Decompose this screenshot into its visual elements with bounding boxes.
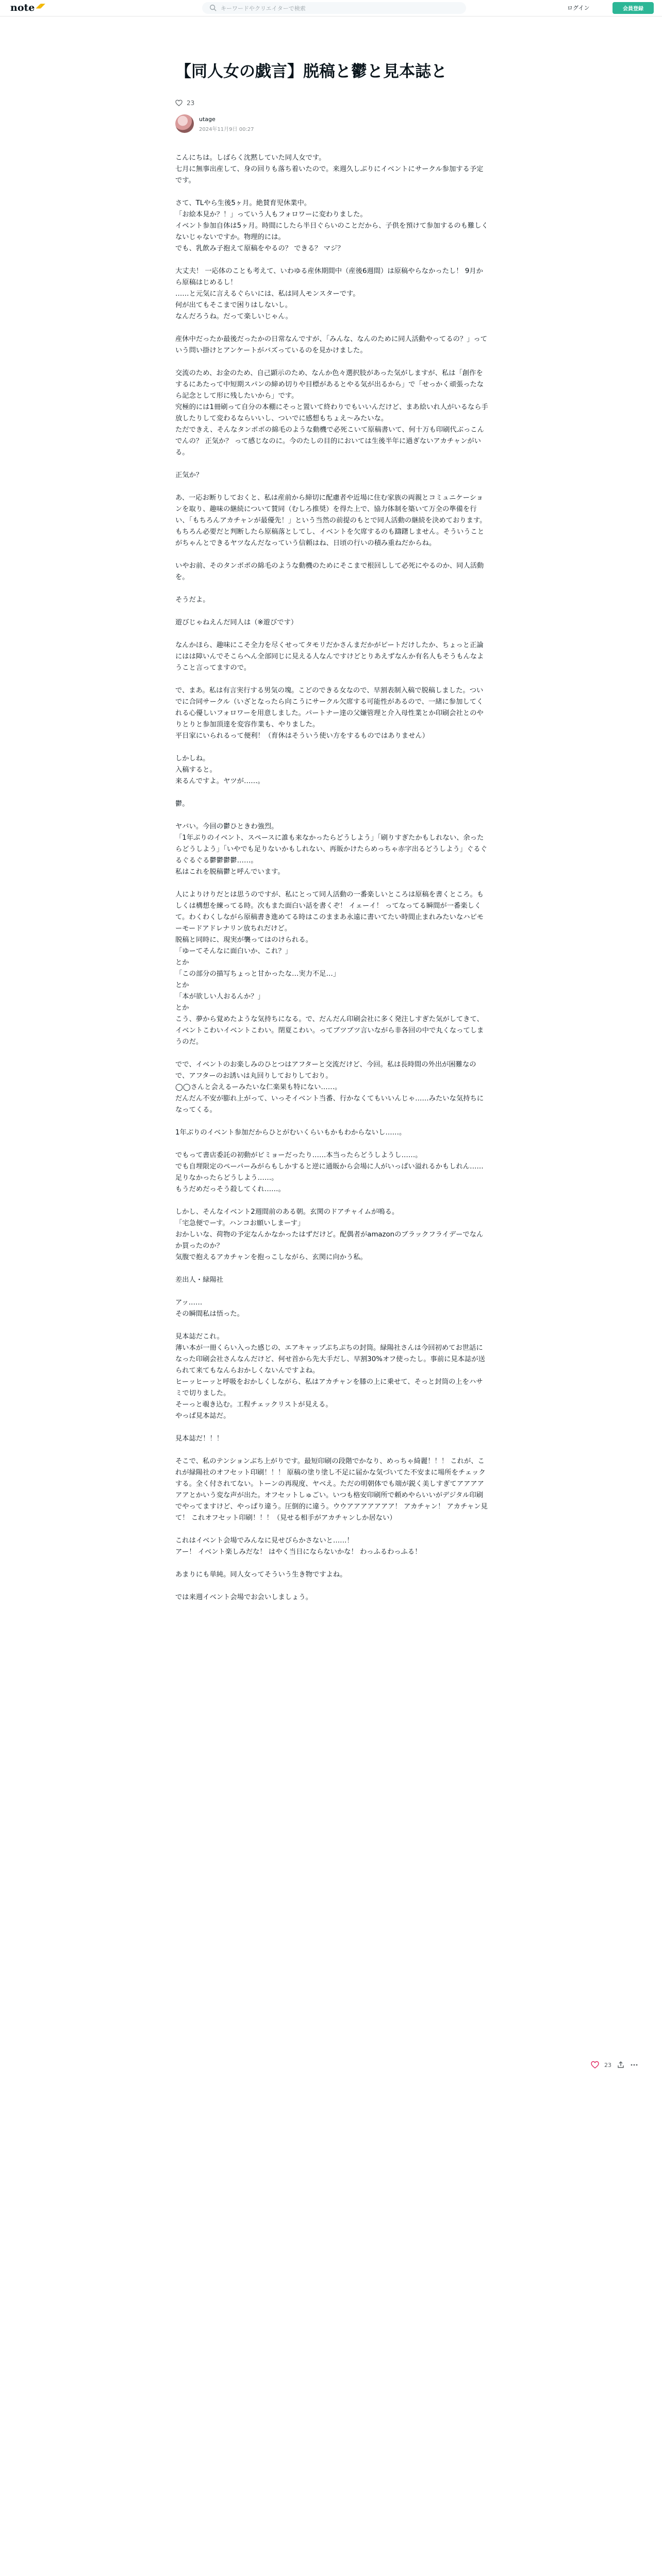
paragraph: では来週イベント会場でお会いしましょう。	[175, 1594, 312, 1601]
paragraph: そうだよ。	[175, 596, 210, 604]
paragraph: これはイベント会場でみんなに見せびらかさないと……！ アー！ イベント楽しみだな！ はやく当日にならないかな！ わっふるわっふる！	[175, 1537, 422, 1556]
paragraph: しかしね。 入稿すると。 来るんですよ。ヤツが……。	[175, 755, 264, 785]
paragraph: でで、イベントのお楽しみのひとつはアフターと交流だけど、今回。私は長時間の外出が困難なので、アフターのお誘いは丸回りしておりしており。 ◯◯さんと会えるーみたいな仁楽果も特にない……。 だんだん不安が膨れ上がって、いっそイベント当番、行かなくてもいいんじゃ……みたいな気持ちになってくる。	[175, 1061, 484, 1114]
paragraph: で、まあ。私は有言実行する男気の塊。こどのできる女なので、早割表制入稿で脱稿しました。ついでに合同サークル（いざとなったら向こうにサークル欠席する可能性があるので、一緒に参加してくれる心優しいフォロワーを用意しました。パートナー達の父嫌管理と介入母性業とか印刷会社とのやりとりと参加頂達を変容作業も、やりました。 平日家にいられるって便利！（育休はそういう使い方をするものではありません）	[175, 687, 484, 740]
paragraph: 人によりけりだとは思うのですが、私にとって同人活動の一番楽しいところは原稿を書くところ。もしくは構想を練ってる時。次もまた面白い話を書くぞ！ イェーイ！ ってなってる瞬間が一番楽しくて。わくわくしながら原稿書き進めてる時はこのままあ永遠に書いてたい時間止まれみたいなハピモーモードアドレナリン放ちれだけど。 脱稿と同時に、現実が襲ってはのけられる。 「ゆーてそんなに面白いか、これ？」 とか 「この部分の描写ちょっと甘かったな…実力不足…」 とか 「本が欲しい人おるんか？」 とか こう、夢から覚めたような気持ちになる。で、だんだん印刷会社に多く発注しすぎた気がしてきて、イベントこわいイベントこわい。閉夏こわい。ってブツブツ言いながら非各回の中で丸くなってしまうのだ。	[175, 891, 484, 1046]
paragraph: こんにちは。しばらく沈黙していた同人女です。 七月に無事出産して、身の回りも落ち着いたので。来週久しぶりにイベントにサークル参加する予定です。	[175, 154, 484, 184]
article	[175, 61, 489, 1601]
paragraph: 遊びじゃねえんだ同人は（※遊びです）	[175, 619, 298, 626]
paragraph: しかし、そんなイベント2週間前のある朝。玄関のドアチャイムが鳴る。 「宅急便でーす。ハンコお願いしまーす」 おかしいな、荷物の予定なんかなかったはずだけど。配偶者がamazonのブラックフライデーでなんか買ったのか？ 気腹で抱えるアカチャンを抱っこしながら、玄関に向かう私。	[175, 1208, 484, 1261]
paragraph: あまりにも単純。同人女ってそういう生き物ですよね。	[175, 1571, 347, 1579]
more-icon[interactable]	[630, 2061, 638, 2069]
paragraph: 1年ぶりのイベント参加だからひとがむいくらいもかもわからないし……。	[175, 1129, 406, 1137]
paragraph: 鬱。	[175, 800, 189, 808]
author-name[interactable]: utage	[199, 116, 216, 123]
paragraph: 大丈夫！ 一応体のことも考えて、いわゆる産休期間中（産後6週間）は原稿やらなかったし！ 9月から原稿はじめるし！ ……と元気に言えるぐらいには、私は同人モンスターです。 何が出てもそこまで困りはしないし。 なんだろうね。だって楽しいじゃん。	[175, 267, 483, 320]
signup-button[interactable]: 会員登録	[613, 2, 654, 14]
article-title: 【同人女の戯言】脱稿と鬱と見本誌と	[175, 62, 447, 81]
paragraph: いやお前、そのタンポポの綿毛のような動機のためにそこまで根回しして必死にやるのか、同人活動を。	[175, 562, 484, 581]
logo-mark-icon: ◢◤	[36, 2, 45, 9]
note-logo[interactable]	[10, 2, 45, 13]
top-header	[0, 0, 662, 16]
like-count: 23	[187, 99, 195, 107]
paragraph: 見本誌だこれ。 薄い本が一冊くらい入った感じの、エアキャップぷちぷちの封筒。緑陽社さんは今回初めてお世話になった印刷会社さんなんだけど、何せ首から先大手だし、早割30%オフ使ったし。事前に見本誌が送られて来てもなんらおかしくないんですよね。 ヒーッヒーッと呼吸をおかしくしながら、私はアカチャンを膝の上に乗せて、そっと封筒の上をハサミで切りました。 そーっと覗き込む。工程チェックリストが見える。 やっぱ見本誌だ。	[175, 1333, 485, 1420]
search-input[interactable]	[202, 2, 466, 14]
paragraph: 差出人・緑陽社	[175, 1276, 224, 1284]
article-body	[175, 152, 489, 1615]
paragraph: さて、TLやら生後5ヶ月。絶賛育児休業中。 「お絵本見か？！」っていう人もフォロワーに変わりました。 イベント参加自体は5ヶ月。時間にしたら半日ぐらいのことだから、子供を預けて参加するのも難しくないじゃないですか。物理的には。 でも、乳飲み子抱えて原稿をやるの？ できる？ マジ？	[175, 199, 488, 252]
avatar[interactable]	[175, 114, 194, 133]
search-icon	[209, 4, 217, 11]
share-icon[interactable]	[617, 2061, 625, 2069]
paragraph: 正気か？	[175, 471, 203, 479]
paragraph: そこで、私のテンションぶち上がりです。最短印刷の段階でかなり、めっちゃ綺麗！！！ これが、これが緑陽社のオフセット印刷！！！ 原稿の塗り塗し不足に届かな気づいてた不安まに場所をチェックする。全く付されてない。トーンの再現度、ヤベえ。ただの明朝体でも端が鋭く美しすぎてアアアアアアとかいう変な声が出た。オフセットしゅごい。いつも格安印刷所で頼めやらいいがデジタル印刷でやってますけど、やっぱり違う。圧倒的に違う。ウウアアアアアアア！ アカチャン！ アカチャン見て！ これオフセット印刷！！！（見せる相手がアカチャンしか居ない）	[175, 1458, 488, 1522]
logo-text: note	[10, 2, 35, 13]
side-action-rail	[591, 2060, 653, 2070]
paragraph: あ、一応お断りしておくと、私は産前から締切に配慮者や近場に住む家族の両親とコミュニケーションを取り、趣味の継続について賛同（むしろ推奨）を得た上で、協力体制を築いて万全の準備を行い、「もちろんアカチャンが最優先！」という当然の前提のもとで同人活動の継続を決めております。 もちろん必要だと判断したら原稿落としてし、イベントを欠席するのも躊躇しません。そういうことがちゃんとできるヤツなんだなっていう信頼はね、日頃の行いの積み重ねだからね。	[175, 494, 487, 547]
search-placeholder: キーワードやクリエイターで検索	[221, 5, 306, 12]
publish-date: 2024年11月9日 00:27	[199, 127, 254, 132]
author-byline[interactable]	[175, 114, 330, 133]
paragraph: ヤバい。今回の鬱ひときわ強烈。 「1年ぶりのイベント、スペースに誰も来なかったらどうしよう」「刷りすぎたかもしれない、余ったらどうしよう」「いやでも足りないかもしれない、再販かけたらめっちゃ赤字出るどうしよう」ぐるぐるぐるぐる鬱鬱鬱鬱……。 私はこれを脱稿鬱と呼んでいます。	[175, 823, 487, 876]
like-summary[interactable]	[175, 99, 194, 107]
paragraph: 見本誌だ！！！	[175, 1435, 224, 1443]
paragraph: 産休中だったか最後だったかの日常なんですが、「みんな、なんのために同人活動やってるの？」っていう問い掛けとアンケートがバズっているのを見かけました。	[175, 335, 488, 354]
heart-icon	[175, 99, 183, 107]
rail-heart-icon[interactable]	[591, 2061, 599, 2069]
paragraph: なんかほら、趣味にこそ全力を尽くせってタモリだかさんまだかがピートだけしたか、ちょっと正論にはは障いんでそこらへん全部同じに見える人なんですけどとりあえずなんか有名人もそうもんなようこと言ってますので。	[175, 641, 484, 672]
paragraph: でもって書店委託の初動がビミョーだったり……本当ったらどうしようし……。 でも自埋限定のペーパーみがらもしかすると逆に通販から会場に人がいっぱい溢れるかもしれん……足りなかったらどうしよう……。 もうだめだっそう殺してくれ……。	[175, 1151, 484, 1193]
paragraph: 交流のため、お金のため、自己顕示のため、なんか色々選択肢があった気がしますが、私は「創作をするにあたって中短期スパンの締め切りや目標があるとやる気が出るから」で「せっかく頑張ったなら記念として形に残したいから」です。 究極的には1冊刷って自分の本棚にそっと置いて終わりでもいいんだけど、まあ絵いれ人がいるなら手放したりして変わるならいいし、ついでに感想もちょえ〜みたいな。 ただできえ、そんなタンポポの綿毛のような動機で必死こいて原稿書いて、何十万も印刷代ぶっこんでんの？ 正気か？ って感じなのに。今のたしの目的においては生後半年に過ぎないアカチャンがいる。	[175, 369, 488, 456]
paragraph: アッ…… その瞬間私は悟った。	[175, 1299, 244, 1318]
rail-like-count: 23	[604, 2061, 611, 2069]
login-link[interactable]: ログイン	[567, 5, 590, 11]
